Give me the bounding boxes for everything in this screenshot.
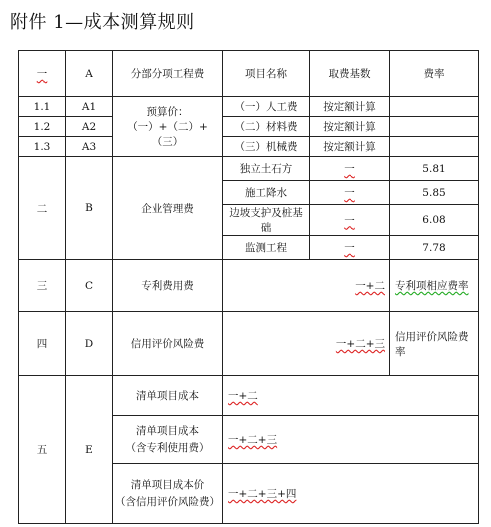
section-e-item-name: 清单项目成本 （含专利使用费） [113, 416, 223, 464]
row-code: A3 [66, 137, 113, 157]
section-e-item-name: 清单项目成本价 （含信用评价风险费） [113, 464, 223, 524]
budget-cell [113, 97, 223, 157]
table-row [19, 157, 479, 181]
header-row [19, 51, 479, 97]
section-b-no: 二 [19, 157, 66, 260]
row-item: 监测工程 [223, 236, 310, 260]
header-rate: 费率 [390, 51, 479, 97]
row-rate: 7.78 [390, 236, 479, 260]
table-row [19, 97, 479, 117]
row-rate: 5.81 [390, 157, 479, 181]
row-base: 按定额计算 [310, 117, 390, 137]
table-row [19, 376, 479, 416]
row-item: （一）人工费 [223, 97, 310, 117]
row-rate [390, 137, 479, 157]
section-c-base: 一+二 [223, 260, 390, 312]
row-base: 一 [310, 181, 390, 205]
row-item: 施工降水 [223, 181, 310, 205]
row-item: 独立土石方 [223, 157, 310, 181]
section-e-code: E [66, 376, 113, 524]
row-base: 按定额计算 [310, 97, 390, 117]
section-c-code: C [66, 260, 113, 312]
section-d-no: 四 [19, 312, 66, 376]
header-no: 一 [19, 51, 66, 97]
row-item: 边坡支护及桩基础 [223, 205, 310, 236]
row-base: 按定额计算 [310, 137, 390, 157]
section-d-rate: 信用评价风险费率 [390, 312, 479, 376]
row-rate: 5.85 [390, 181, 479, 205]
row-no: 1.1 [19, 97, 66, 117]
row-rate [390, 97, 479, 117]
table-row [19, 312, 479, 376]
row-code: A2 [66, 117, 113, 137]
document-title: 附件 1—成本测算规则 [10, 12, 195, 33]
row-base: 一 [310, 157, 390, 181]
section-e-formula: 一+二+三+四 [223, 464, 479, 524]
header-section: 分部分项工程费 [113, 51, 223, 97]
section-b-name: 企业管理费 [113, 157, 223, 260]
section-d-base: 一+二+三 [223, 312, 390, 376]
row-base: 一 [310, 205, 390, 236]
section-e-item-name: 清单项目成本 [113, 376, 223, 416]
row-item: （二）材料费 [223, 117, 310, 137]
header-code: A [66, 51, 113, 97]
row-code: A1 [66, 97, 113, 117]
section-e-no: 五 [19, 376, 66, 524]
row-no: 1.2 [19, 117, 66, 137]
table-row [19, 260, 479, 312]
row-rate [390, 117, 479, 137]
section-e-formula: 一+二 [223, 376, 479, 416]
row-item: （三）机械费 [223, 137, 310, 157]
row-no: 1.3 [19, 137, 66, 157]
table-row [19, 137, 479, 157]
cost-rules-table [18, 50, 479, 524]
budget-label: 预算价： [146, 106, 189, 118]
section-d-code: D [66, 312, 113, 376]
header-base: 取费基数 [310, 51, 390, 97]
table-row [19, 117, 479, 137]
row-base: 一 [310, 236, 390, 260]
section-c-name: 专利费用费 [113, 260, 223, 312]
section-c-no: 三 [19, 260, 66, 312]
budget-formula: （一）+（二）+（三） [127, 121, 208, 148]
section-e-formula: 一+二+三 [223, 416, 479, 464]
row-rate: 6.08 [390, 205, 479, 236]
section-d-name: 信用评价风险费 [113, 312, 223, 376]
section-c-rate: 专利项相应费率 [390, 260, 479, 312]
header-item-name: 项目名称 [223, 51, 310, 97]
section-b-code: B [66, 157, 113, 260]
